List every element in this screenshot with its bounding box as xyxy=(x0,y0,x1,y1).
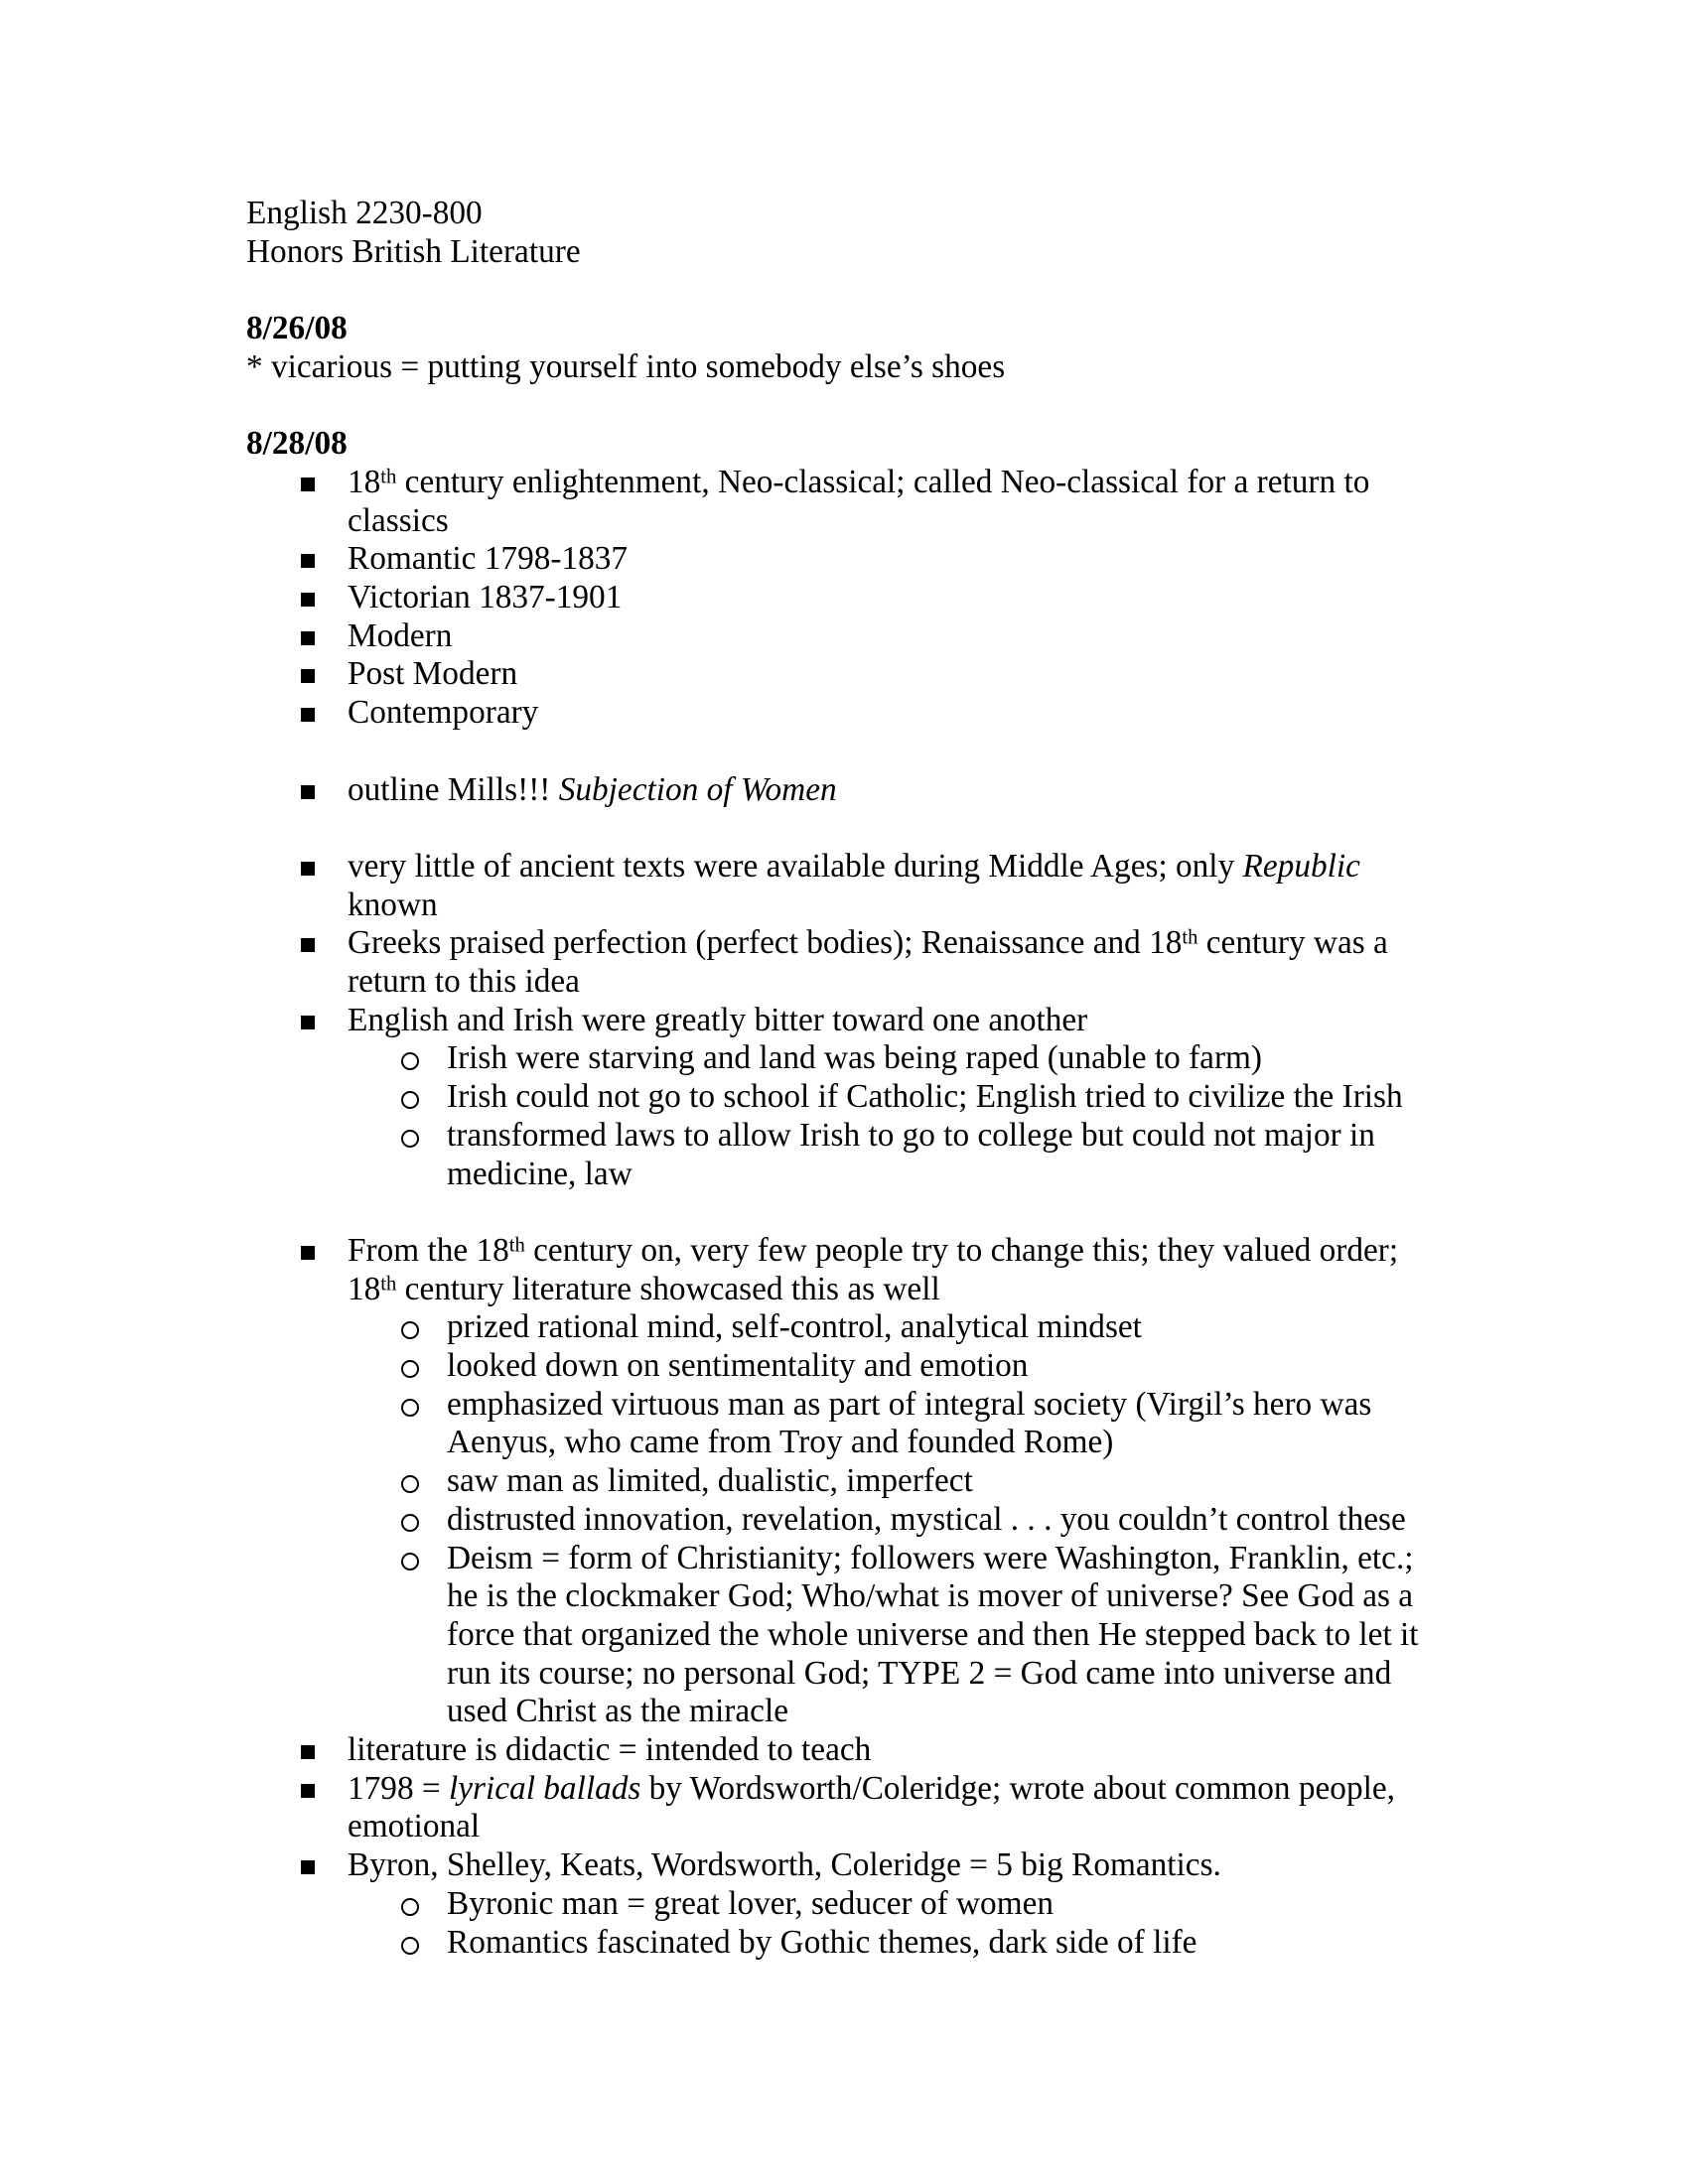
circle-bullet-icon xyxy=(401,1475,419,1493)
sub-bullet-item xyxy=(246,1039,1438,1078)
date-heading-8-26-08 xyxy=(246,310,1438,348)
date-heading-8-28-08 xyxy=(246,425,1438,464)
sub-bullet-item xyxy=(246,1885,1438,1924)
course-title xyxy=(246,233,1438,272)
text-segment: 18 xyxy=(348,463,381,500)
bullet-item xyxy=(246,771,1438,810)
blank-line xyxy=(246,387,1438,426)
square-bullet-icon xyxy=(301,1016,315,1029)
text-segment: Honors British Literature xyxy=(246,232,581,270)
square-bullet-icon xyxy=(301,1860,315,1874)
text-segment: 8/28/08 xyxy=(246,425,348,463)
text-segment: 8/26/08 xyxy=(246,310,348,347)
text-segment: From the 18 xyxy=(348,1231,509,1269)
circle-bullet-icon xyxy=(401,1898,419,1916)
bullet-item xyxy=(246,617,1438,656)
text-segment: by Wordsworth/Coleridge; wrote about common people, emotional xyxy=(348,1769,1395,1845)
blank-line xyxy=(246,809,1438,848)
text-segment: * vicarious = putting yourself into somebody else’s shoes xyxy=(246,347,1006,385)
sub-bullet-item xyxy=(246,1078,1438,1117)
text-segment: English and Irish were greatly bitter toward one another xyxy=(348,1001,1088,1038)
square-bullet-icon xyxy=(301,593,315,607)
bullet-item xyxy=(246,1232,1438,1308)
text-segment: th xyxy=(508,1234,525,1257)
bullet-item xyxy=(246,1731,1438,1770)
document-content xyxy=(246,195,1438,1962)
circle-bullet-icon xyxy=(401,1052,419,1070)
text-segment: Deism = form of Christianity; followers were Washington, Franklin, etc.; he is the clockmaker God; Who/what is mover of universe? See God as a force that organized the whole universe and then He stepped back to let it run its course; no personal God; TYPE 2 = God came into universe and used Christ as the miracle xyxy=(447,1539,1419,1730)
bullet-item xyxy=(246,694,1438,733)
text-segment: th xyxy=(380,1273,397,1296)
text-segment: Romantics fascinated by Gothic themes, dark side of life xyxy=(447,1923,1197,1961)
text-segment: distrusted innovation, revelation, mystical . . . you couldn’t control these xyxy=(447,1500,1406,1538)
square-bullet-icon xyxy=(301,938,315,952)
blank-line xyxy=(246,1193,1438,1232)
square-bullet-icon xyxy=(301,708,315,722)
text-segment: Greeks praised perfection (perfect bodies); Renaissance and 18 xyxy=(348,924,1183,962)
text-segment: outline Mills!!! xyxy=(348,770,559,808)
bullet-item xyxy=(246,848,1438,924)
text-segment: looked down on sentimentality and emotion xyxy=(447,1347,1029,1385)
text-segment: Irish could not go to school if Catholic; English tried to civilize the Irish xyxy=(447,1078,1403,1116)
text-segment: emphasized virtuous man as part of integral society (Virgil’s hero was Aenyus, who came from Troy and founded Rome) xyxy=(447,1385,1372,1461)
course-number xyxy=(246,195,1438,233)
square-bullet-icon xyxy=(301,1246,315,1260)
text-segment: saw man as limited, dualistic, imperfect xyxy=(447,1462,973,1500)
text-segment: Victorian 1837-1901 xyxy=(348,579,623,615)
sub-bullet-item xyxy=(246,1501,1438,1540)
square-bullet-icon xyxy=(301,554,315,568)
bullet-item xyxy=(246,579,1438,617)
circle-bullet-icon xyxy=(401,1937,419,1955)
text-segment: Byronic man = great lover, seducer of women xyxy=(447,1884,1055,1922)
text-segment: th xyxy=(1182,927,1198,950)
circle-bullet-icon xyxy=(401,1130,419,1148)
square-bullet-icon xyxy=(301,785,315,799)
text-segment: Romantic 1798-1837 xyxy=(348,540,629,578)
blank-line xyxy=(246,271,1438,310)
square-bullet-icon xyxy=(301,669,315,683)
text-segment: prized rational mind, self-control, analytical mindset xyxy=(447,1308,1142,1346)
text-segment: known xyxy=(348,886,438,923)
text-segment: century enlightenment, Neo-classical; called Neo-classical for a return to classics xyxy=(348,463,1370,539)
text-segment: Republic xyxy=(1242,847,1360,885)
text-segment: Irish were starving and land was being raped (unable to farm) xyxy=(447,1039,1263,1077)
text-segment: Contemporary xyxy=(348,694,539,732)
vicarious-note xyxy=(246,348,1438,387)
blank-line xyxy=(246,733,1438,771)
sub-bullet-item xyxy=(246,1347,1438,1386)
sub-bullet-item xyxy=(246,1308,1438,1347)
square-bullet-icon xyxy=(301,478,315,491)
text-segment: century on, very few people try to change this; they valued order; 18 xyxy=(348,1231,1399,1307)
bullet-item xyxy=(246,464,1438,540)
square-bullet-icon xyxy=(301,862,315,876)
bullet-item xyxy=(246,1846,1438,1885)
circle-bullet-icon xyxy=(401,1553,419,1570)
sub-bullet-item xyxy=(246,1386,1438,1462)
text-segment: 1798 = xyxy=(348,1769,450,1807)
circle-bullet-icon xyxy=(401,1091,419,1109)
square-bullet-icon xyxy=(301,631,315,645)
circle-bullet-icon xyxy=(401,1321,419,1339)
text-segment: Modern xyxy=(348,616,453,654)
text-segment: lyrical ballads xyxy=(449,1769,641,1807)
circle-bullet-icon xyxy=(401,1514,419,1532)
sub-bullet-item xyxy=(246,1117,1438,1193)
text-segment: Post Modern xyxy=(348,655,518,693)
text-segment: th xyxy=(380,466,397,488)
sub-bullet-item xyxy=(246,1924,1438,1963)
text-segment: transformed laws to allow Irish to go to college but could not major in medicine, law xyxy=(447,1116,1375,1192)
text-segment: English 2230-800 xyxy=(246,195,483,231)
sub-bullet-item xyxy=(246,1540,1438,1732)
square-bullet-icon xyxy=(301,1784,315,1798)
text-segment: Byron, Shelley, Keats, Wordsworth, Coleridge = 5 big Romantics. xyxy=(348,1846,1221,1884)
bullet-item xyxy=(246,1770,1438,1846)
circle-bullet-icon xyxy=(401,1399,419,1417)
text-segment: century literature showcased this as well xyxy=(396,1270,940,1307)
text-segment: century was a return to this idea xyxy=(348,924,1388,1000)
text-segment: literature is didactic = intended to teach xyxy=(348,1731,872,1769)
bullet-item xyxy=(246,1002,1438,1040)
text-segment: very little of ancient texts were available during Middle Ages; only xyxy=(348,847,1243,885)
text-segment: Subjection of Women xyxy=(558,770,837,808)
bullet-item xyxy=(246,540,1438,579)
bullet-item xyxy=(246,655,1438,694)
sub-bullet-item xyxy=(246,1462,1438,1501)
square-bullet-icon xyxy=(301,1745,315,1759)
circle-bullet-icon xyxy=(401,1360,419,1378)
bullet-item xyxy=(246,924,1438,1001)
